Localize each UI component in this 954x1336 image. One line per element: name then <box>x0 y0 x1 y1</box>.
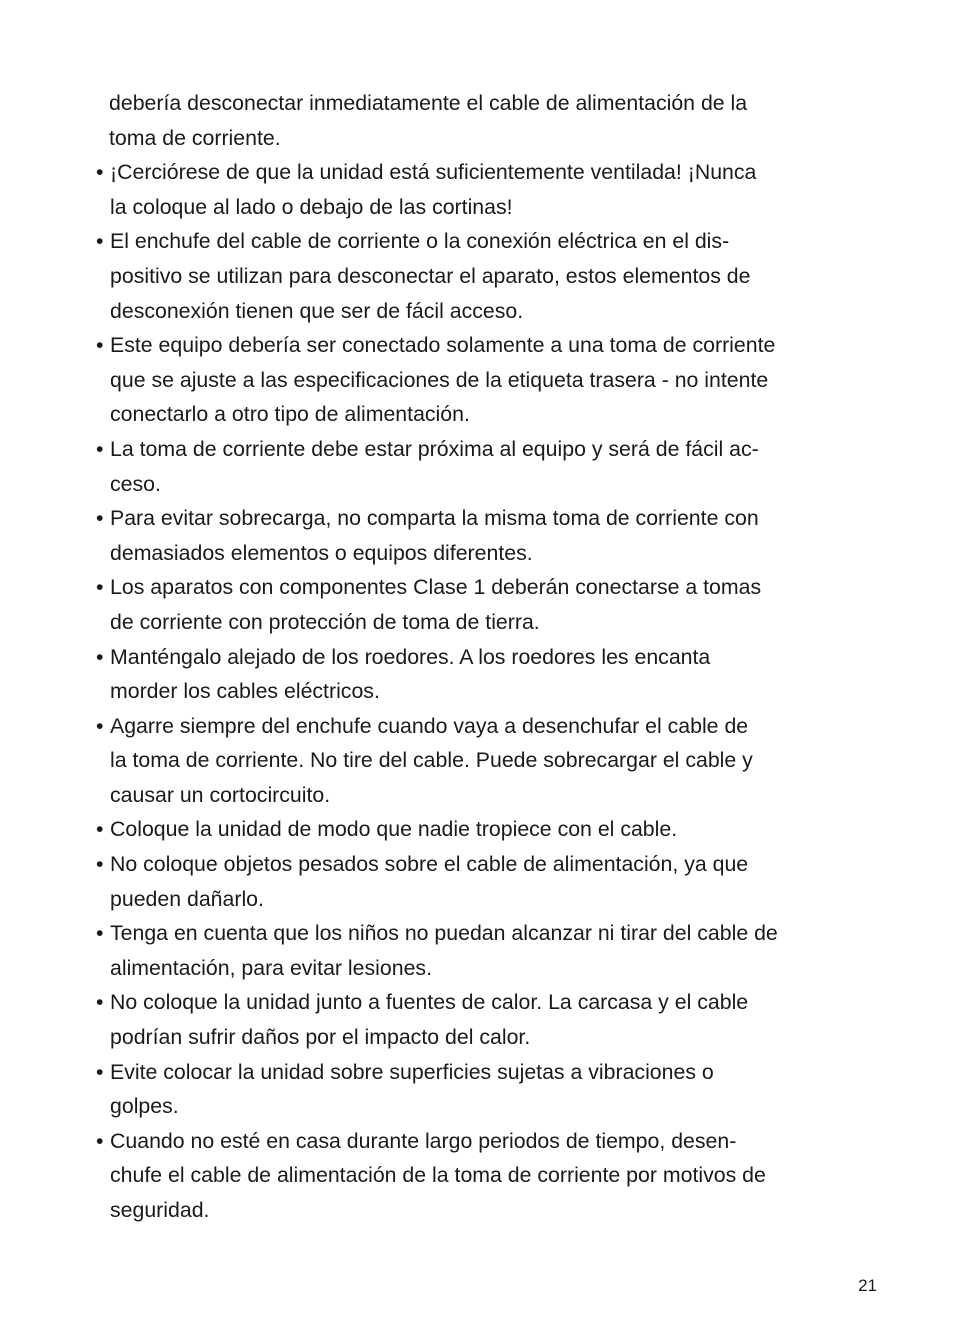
bullet-text <box>110 916 778 985</box>
bullet-text <box>110 501 759 570</box>
bullet-line: positivo se utilizan para desconectar el aparato, estos elementos de <box>110 263 751 288</box>
bullet-text <box>110 432 759 501</box>
bullet-dot-icon: • <box>96 575 104 600</box>
bullet-line: Los aparatos con componentes Clase 1 deberán conectarse a tomas <box>110 575 762 600</box>
bullet-dot-icon: • <box>96 1128 104 1153</box>
intro-line: debería desconectar inmediatamente el cable de alimentación de la <box>109 91 748 115</box>
bullet-dot-icon: • <box>96 160 104 185</box>
bullet-line: Tenga en cuenta que los niños no puedan alcanzar ni tirar del cable de <box>110 921 778 946</box>
bullet-item <box>96 709 866 813</box>
bullet-line: ¡Cerciórese de que la unidad está suficientemente ventilada! ¡Nunca <box>110 160 757 185</box>
bullet-item <box>96 224 866 328</box>
bullet-line: que se ajuste a las especificaciones de la etiqueta trasera - no intente <box>110 367 769 392</box>
bullet-item <box>96 155 866 224</box>
bullet-line: la toma de corriente. No tire del cable. Puede sobrecargar el cable y <box>110 748 753 773</box>
bullet-line: morder los cables eléctricos. <box>110 679 380 704</box>
bullet-dot-icon: • <box>96 644 104 669</box>
intro-line: toma de corriente. <box>109 125 281 150</box>
bullet-text <box>110 224 750 328</box>
bullet-item <box>96 985 866 1054</box>
intro-paragraph <box>96 86 866 155</box>
bullet-item <box>96 328 866 432</box>
bullet-line: Manténgalo alejado de los roedores. A los roedores les encanta <box>110 644 711 669</box>
bullet-dot-icon: • <box>96 990 104 1015</box>
bullet-item <box>96 847 866 916</box>
bullet-text <box>110 985 748 1054</box>
bullet-text <box>110 709 753 813</box>
bullet-dot-icon: • <box>96 506 104 531</box>
bullet-text <box>110 640 710 709</box>
bullet-dot-icon: • <box>96 852 104 877</box>
bullet-line: conectarlo a otro tipo de alimentación. <box>110 402 470 427</box>
bullet-text <box>110 1055 714 1124</box>
bullet-item <box>96 501 866 570</box>
bullet-text <box>110 328 775 432</box>
bullet-line: No coloque la unidad junto a fuentes de calor. La carcasa y el cable <box>110 990 749 1015</box>
bullet-line: pueden dañarlo. <box>110 886 264 911</box>
bullet-line: causar un cortocircuito. <box>110 782 331 807</box>
safety-bullet-list <box>96 155 866 1227</box>
bullet-text <box>110 155 756 224</box>
bullet-line: Evite colocar la unidad sobre superficies sujetas a vibraciones o <box>110 1059 714 1084</box>
bullet-dot-icon: • <box>96 436 104 461</box>
bullet-item <box>96 432 866 501</box>
bullet-line: Este equipo debería ser conectado solamente a una toma de corriente <box>110 333 776 358</box>
bullet-line: Para evitar sobrecarga, no comparta la misma toma de corriente con <box>110 506 759 531</box>
bullet-item <box>96 812 866 847</box>
bullet-dot-icon: • <box>96 1059 104 1084</box>
bullet-line: chufe el cable de alimentación de la toma de corriente por motivos de <box>110 1163 766 1188</box>
bullet-dot-icon: • <box>96 333 104 358</box>
bullet-line: desconexión tienen que ser de fácil acceso. <box>110 298 524 323</box>
bullet-dot-icon: • <box>96 229 104 254</box>
bullet-dot-icon: • <box>96 817 104 842</box>
bullet-line: Agarre siempre del enchufe cuando vaya a desenchufar el cable de <box>110 713 749 738</box>
bullet-line: alimentación, para evitar lesiones. <box>110 955 432 980</box>
bullet-line: ceso. <box>110 471 161 496</box>
bullet-line: El enchufe del cable de corriente o la conexión eléctrica en el dis- <box>110 229 730 254</box>
bullet-line: la coloque al lado o debajo de las cortinas! <box>110 194 513 219</box>
bullet-text <box>110 570 761 639</box>
bullet-line: Coloque la unidad de modo que nadie tropiece con el cable. <box>110 817 678 842</box>
bullet-item <box>96 640 866 709</box>
bullet-item <box>96 916 866 985</box>
bullet-line: La toma de corriente debe estar próxima al equipo y será de fácil ac- <box>110 436 759 461</box>
bullet-text <box>110 847 748 916</box>
bullet-text <box>110 1124 766 1228</box>
bullet-dot-icon: • <box>96 713 104 738</box>
bullet-item <box>96 570 866 639</box>
page-content <box>96 86 866 1228</box>
bullet-line: No coloque objetos pesados sobre el cable de alimentación, ya que <box>110 852 749 877</box>
bullet-line: de corriente con protección de toma de tierra. <box>110 609 540 634</box>
bullet-item <box>96 1124 866 1228</box>
bullet-text <box>110 812 677 847</box>
page-number: 21 <box>858 1276 877 1295</box>
bullet-dot-icon: • <box>96 921 104 946</box>
bullet-line: demasiados elementos o equipos diferentes. <box>110 540 533 565</box>
bullet-line: Cuando no esté en casa durante largo periodos de tiempo, desen- <box>110 1128 737 1153</box>
bullet-line: golpes. <box>110 1094 179 1119</box>
bullet-line: podrían sufrir daños por el impacto del calor. <box>110 1025 531 1050</box>
bullet-item <box>96 1055 866 1124</box>
bullet-line: seguridad. <box>110 1198 210 1222</box>
